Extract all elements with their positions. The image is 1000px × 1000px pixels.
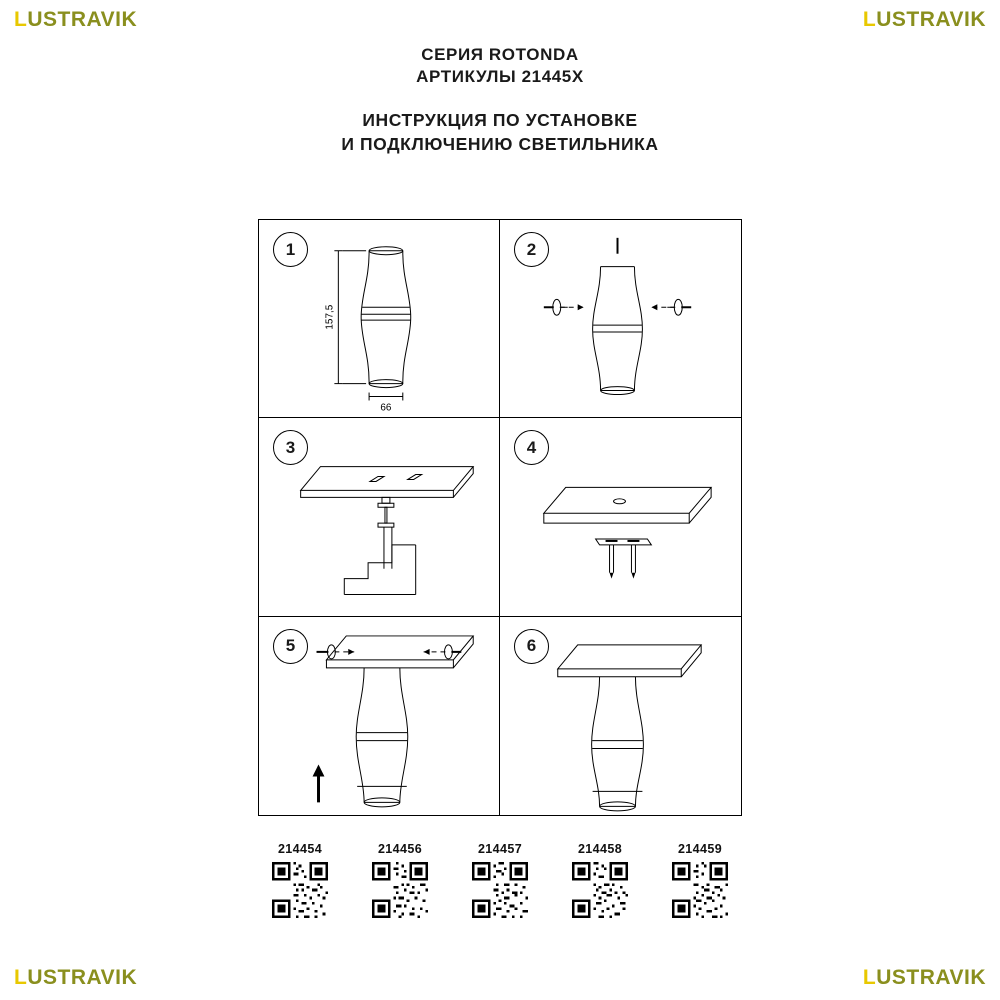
- qr-code-image[interactable]: [272, 862, 328, 918]
- qr-item: [258, 842, 342, 918]
- step-1-height-label: 157,5: [324, 304, 336, 330]
- qr-item: [658, 842, 742, 918]
- qr-label: 214454: [277, 842, 323, 856]
- step-number-badge: 2: [514, 232, 549, 267]
- watermark-initial: L: [862, 8, 877, 31]
- step-number-badge: 4: [514, 430, 549, 465]
- step-4-diagram: [500, 418, 741, 615]
- watermark-initial: L: [862, 966, 877, 989]
- watermark-text: USTRAVIK: [27, 966, 138, 989]
- step-cell-3: [259, 418, 500, 616]
- qr-item: [358, 842, 442, 918]
- qr-code-image[interactable]: [472, 862, 528, 918]
- article-title: АРТИКУЛЫ 21445X: [416, 67, 584, 86]
- qr-label: 214456: [377, 842, 423, 856]
- qr-code-row: [258, 842, 742, 918]
- qr-label: 214458: [577, 842, 623, 856]
- step-cell-5: [259, 617, 500, 815]
- document-heading: [0, 44, 1000, 156]
- instruction-title-line-1: ИНСТРУКЦИЯ ПО УСТАНОВКЕ: [362, 110, 638, 130]
- series-title: СЕРИЯ ROTONDA: [421, 45, 579, 64]
- qr-code-image[interactable]: [372, 862, 428, 918]
- watermark-text: USTRAVIK: [876, 8, 986, 31]
- qr-code-image[interactable]: [672, 862, 728, 918]
- step-cell-4: [500, 418, 741, 616]
- watermark-initial: L: [14, 8, 28, 31]
- instruction-title-line-2: И ПОДКЛЮЧЕНИЮ СВЕТИЛЬНИКА: [341, 134, 659, 154]
- step-cell-2: [500, 220, 741, 418]
- watermark-top-left: [14, 8, 137, 32]
- step-cell-1: [259, 220, 500, 418]
- step-6-diagram: [500, 617, 741, 815]
- qr-label: 214457: [477, 842, 523, 856]
- step-1-diagram: [259, 220, 499, 417]
- step-1-width-label: 66: [380, 402, 392, 414]
- step-3-diagram: [259, 418, 499, 615]
- watermark-top-right: [863, 8, 986, 32]
- qr-code-image[interactable]: [572, 862, 628, 918]
- step-5-diagram: [259, 617, 499, 815]
- watermark-text: USTRAVIK: [27, 8, 138, 31]
- step-2-diagram: [500, 220, 741, 417]
- step-number-badge: 5: [273, 629, 308, 664]
- qr-label: 214459: [677, 842, 723, 856]
- step-number-badge: 1: [273, 232, 308, 267]
- watermark-text: USTRAVIK: [876, 966, 986, 989]
- watermark-bottom-left: [14, 966, 137, 990]
- step-number-badge: 6: [514, 629, 549, 664]
- installation-steps-grid: [258, 219, 742, 816]
- qr-item: [458, 842, 542, 918]
- step-cell-6: [500, 617, 741, 815]
- watermark-bottom-right: [863, 966, 986, 990]
- step-number-badge: 3: [273, 430, 308, 465]
- watermark-initial: L: [14, 966, 28, 989]
- qr-item: [558, 842, 642, 918]
